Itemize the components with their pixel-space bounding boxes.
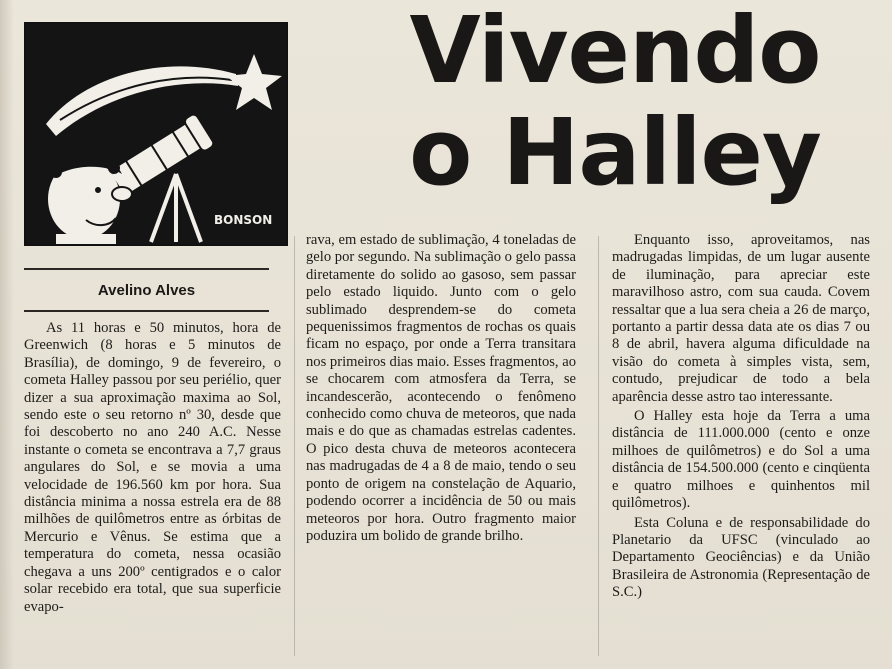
comet-telescope-illustration: [24, 22, 288, 246]
column3-paragraph-3: Esta Coluna e de responsabilidade do Planetario da UFSC (vinculado ao Departamento Geociências) e da União Brasileira de Astronomia (Representação de S.C.): [612, 514, 870, 601]
headline: [345, 0, 885, 204]
column-divider: [294, 236, 295, 656]
column2-paragraph: rava, em estado de sublimação, 4 toneladas de gelo por segundo. Na sublimação o gelo passa diretamente do solido ao gasoso, sem passar pelo estado liquido. Junto com o gelo sublimado desprendem-se do cometa pequenissimos fragmentos de rochas os quais ficam no espaço, por onde a Terra transitara nos primeiros dias maio. Esses fragmentos, ao se chocarem com atmosfera da Terra, se incandescerão, acontecendo o fenômeno conhecido como chuva de meteoros, que nada mais e do que as chamadas estrelas cadentes. O pico desta chuva de meteoros acontecera nas madrugadas de 4 a 8 de maio, tendo o seu ponto de origem na constelação de Aquario, podendo ocorrer a incidência de 50 ou mais meteoros por hora. Outro fragmento maior poduzira um bolido de grande brilho.: [306, 232, 576, 544]
byline-rule-top: [24, 268, 269, 270]
comet-star-icon: [226, 54, 282, 110]
headline-line2: o Halley: [409, 99, 821, 206]
page-edge-shadow: [0, 0, 14, 669]
article-column-1: [24, 320, 281, 616]
headline-line1: Vivendo: [409, 0, 821, 104]
article-column-3: [612, 232, 870, 602]
column3-paragraph-1: Enquanto isso, aproveitamos, nas madrugadas limpidas, de um lugar ausente de iluminação, para apreciar este maravilhoso astro, com sua cauda. Covem ressaltar que a lua sera cheia a 26 de março, portanto a partir dessa data ate os dias 7 ou 8 de abril, havera alguma dificuldade na visão do cometa à simples vista, sem, contudo, prejudicar de todo a bela aparência desse astro tao interessante.: [612, 232, 870, 405]
illustration-signature: BONSON: [214, 213, 273, 227]
tripod-icon: [151, 174, 201, 242]
column-divider: [598, 236, 599, 656]
byline-rule-bottom: [24, 310, 269, 312]
column3-paragraph-2: O Halley esta hoje da Terra a uma distância de 111.000.000 (cento e onze milhoes de quilômetros) e do Sol a uma distância de 154.500.000 (cento e cinqüenta e quatro milhoes e quinhentos mil quilômetros).: [612, 408, 870, 512]
author-byline: Avelino Alves: [97, 282, 196, 299]
comet-tail: [46, 66, 238, 136]
cartoon-drawing: [26, 24, 286, 244]
article-column-2: [306, 232, 576, 545]
column1-paragraph: As 11 horas e 50 minutos, hora de Greenwich (8 horas e 5 minutos de Brasília), de domingo, 9 de fevereiro, o cometa Halley passou por seu periélio, quer dizer a sua aproximação maxima ao Sol, sendo este o seu retorno nº 30, desde que foi descoberto no ano 240 A.C. Nesse instante o cometa se encontrava a 7,7 graus angulares do Sol, e se movia a uma velocidade de 196.560 km por hora. Sua distância minima a nossa estrela era de 88 milhões de quilômetros entre as órbitas de Mercurio e Vênus. Se estima que a temperatura do cometa, nessa ocasião chegava a uns 200º centigrados e o calor solar recebido era total, que sua superficie evapo-: [24, 320, 281, 615]
